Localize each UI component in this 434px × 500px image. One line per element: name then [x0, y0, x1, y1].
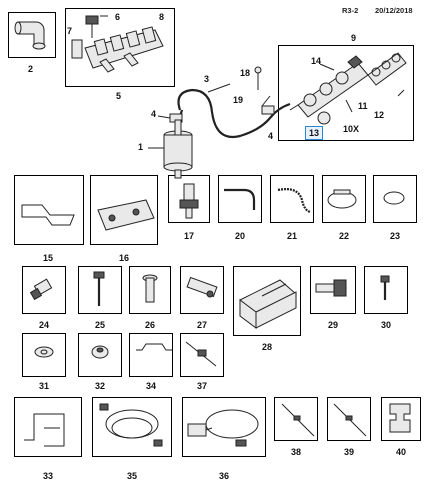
- part-30-screw-drawing: [381, 276, 389, 300]
- label-36: 36: [218, 471, 229, 481]
- part-26-pin-drawing: [143, 275, 157, 302]
- callout-4-left: 4: [151, 109, 157, 119]
- part-29-spacer-drawing: [316, 280, 346, 296]
- part-20-hose-drawing: [224, 190, 254, 210]
- callout-6: 6: [115, 12, 121, 22]
- callout-4-right: 4: [268, 131, 274, 141]
- label-35: 35: [126, 471, 137, 481]
- label-39: 39: [343, 447, 354, 457]
- part-5-rail-drawing: [72, 16, 163, 72]
- label-23: 23: [389, 231, 400, 241]
- part-9-assembly-drawing: [290, 53, 406, 124]
- callout-5: 5: [116, 91, 122, 101]
- callout-3: 3: [204, 74, 210, 84]
- part-35-harness-drawing: [100, 404, 162, 446]
- label-21: 21: [286, 231, 297, 241]
- part-21-corrugated-drawing: [278, 189, 310, 212]
- label-33: 33: [42, 471, 53, 481]
- label-32: 32: [94, 381, 105, 391]
- label-27: 27: [196, 320, 207, 330]
- part-34-bracket-drawing: [136, 344, 172, 350]
- part-33-bracket-drawing: [24, 414, 64, 446]
- label-24: 24: [38, 320, 49, 330]
- callout-19: 19: [233, 95, 244, 105]
- part-22-clamp-drawing: [328, 190, 356, 208]
- part-37-tie-drawing: [186, 342, 216, 366]
- part-32-grommet-drawing: [92, 346, 108, 358]
- part-23-clip-drawing: [384, 192, 404, 204]
- label-26: 26: [144, 320, 155, 330]
- callout-2: 2: [28, 64, 34, 74]
- label-31: 31: [38, 381, 49, 391]
- callout-7: 7: [67, 26, 73, 36]
- diagram-code: R3-2: [342, 6, 359, 15]
- callout-13-highlighted[interactable]: 13: [305, 126, 323, 140]
- diagram-date: 20/12/2018: [375, 6, 413, 15]
- callout-1: 1: [138, 142, 144, 152]
- part-27-tube-drawing: [187, 278, 217, 297]
- part-1-filter-drawing: [148, 120, 192, 178]
- part-31-washer-drawing: [35, 347, 53, 357]
- part-16-bracket-drawing: [98, 200, 154, 230]
- label-40: 40: [395, 447, 406, 457]
- label-29: 29: [327, 320, 338, 330]
- label-34: 34: [145, 381, 156, 391]
- label-25: 25: [94, 320, 105, 330]
- callout-9: 9: [351, 33, 357, 43]
- label-17: 17: [183, 231, 194, 241]
- callout-8: 8: [159, 12, 165, 22]
- label-38: 38: [290, 447, 301, 457]
- part-40-clip-drawing: [390, 404, 410, 432]
- label-20: 20: [234, 231, 245, 241]
- callout-11: 11: [358, 101, 368, 111]
- part-25-bolt-drawing: [94, 272, 104, 306]
- label-15: 15: [42, 253, 53, 263]
- callout-18: 18: [240, 68, 251, 78]
- label-30: 30: [380, 320, 391, 330]
- part-36-harness-drawing: [188, 410, 258, 446]
- label-22: 22: [338, 231, 349, 241]
- callout-12: 12: [374, 110, 385, 120]
- callout-14: 14: [311, 56, 322, 66]
- part-2-elbow-drawing: [15, 22, 45, 49]
- callout-10x: 10X: [343, 124, 360, 134]
- part-28-ecu-drawing: [240, 280, 296, 328]
- label-28: 28: [261, 342, 272, 352]
- part-24-sensor-drawing: [31, 279, 52, 299]
- part-17-fitting-drawing: [180, 184, 198, 218]
- label-16: 16: [118, 253, 129, 263]
- part-15-bracket-drawing: [22, 205, 74, 225]
- label-37: 37: [196, 381, 207, 391]
